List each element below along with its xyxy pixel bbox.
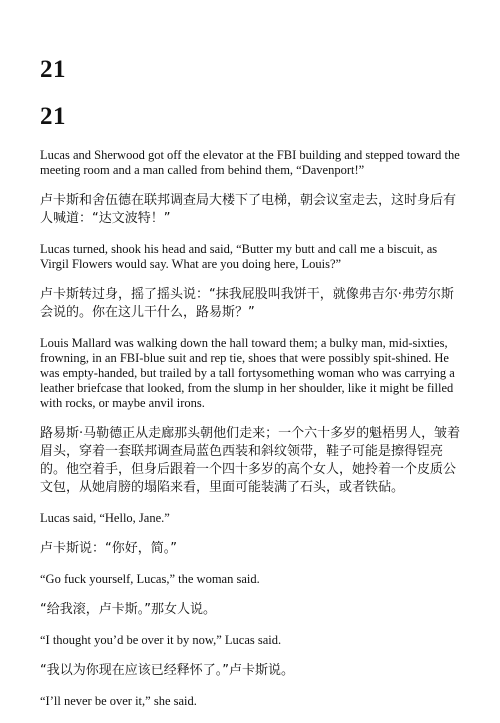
paragraph-chinese: 路易斯·马勒德正从走廊那头朝他们走来；一个六十多岁的魁梧男人，皱着眉头，穿着一套联邦调查局蓝色西装和斜纹领带，鞋子可能是擦得锃亮的。他空着手，但身后跟着一个四十多岁的高个女人，她拎着一个皮质公文包，从她肩膀的塌陷来看，里面可能装满了石头，或者铁砧。: [40, 426, 461, 495]
chapter-number: 21: [40, 56, 66, 83]
paragraph-english: “I thought you’d be over it by now,” Lucas said.: [40, 633, 282, 647]
chapter-body: [40, 148, 465, 723]
paragraph-english: Lucas said, “Hello, Jane.”: [40, 511, 170, 525]
paragraph-english: Lucas and Sherwood got off the elevator at the FBI building and stepped toward the meeting room and a man called from behind them, “Davenport!”: [40, 148, 460, 177]
paragraph-english: Lucas turned, shook his head and said, “Butter my butt and call me a biscuit, as Virgil Flowers would say. What are you doing here, Louis?”: [40, 242, 438, 271]
chapter-number-translation: 21: [40, 103, 66, 130]
paragraph-english: Louis Mallard was walking down the hall toward them; a bulky man, mid-sixties, frowning, in an FBI-blue suit and rep tie, shoes that were possibly spit-shined. He was empty-handed, but trailed by a tall fortysomething woman who was carrying a leather briefcase that looked, from the slump in her shoulder, like it might be filled with rocks, or maybe anvil irons.: [40, 336, 455, 410]
paragraph-chinese: 卢卡斯说：“你好，简。”: [40, 541, 177, 556]
paragraph-chinese: 卢卡斯转过身，摇了摇头说：“抹我屁股叫我饼干，就像弗吉尔·弗劳尔斯会说的。你在这儿干什么，路易斯？”: [40, 287, 454, 320]
paragraph-chinese: 卢卡斯和舍伍德在联邦调查局大楼下了电梯，朝会议室走去，这时身后有人喊道：“达文波特！”: [40, 193, 457, 226]
paragraph-english: “Go fuck yourself, Lucas,” the woman said.: [40, 572, 260, 586]
paragraph-chinese: “给我滚，卢卡斯。”那女人说。: [40, 602, 216, 617]
paragraph-english: “I’ll never be over it,” she said.: [40, 694, 197, 708]
paragraph-chinese: “我以为你现在应该已经释怀了。”卢卡斯说。: [40, 663, 294, 678]
